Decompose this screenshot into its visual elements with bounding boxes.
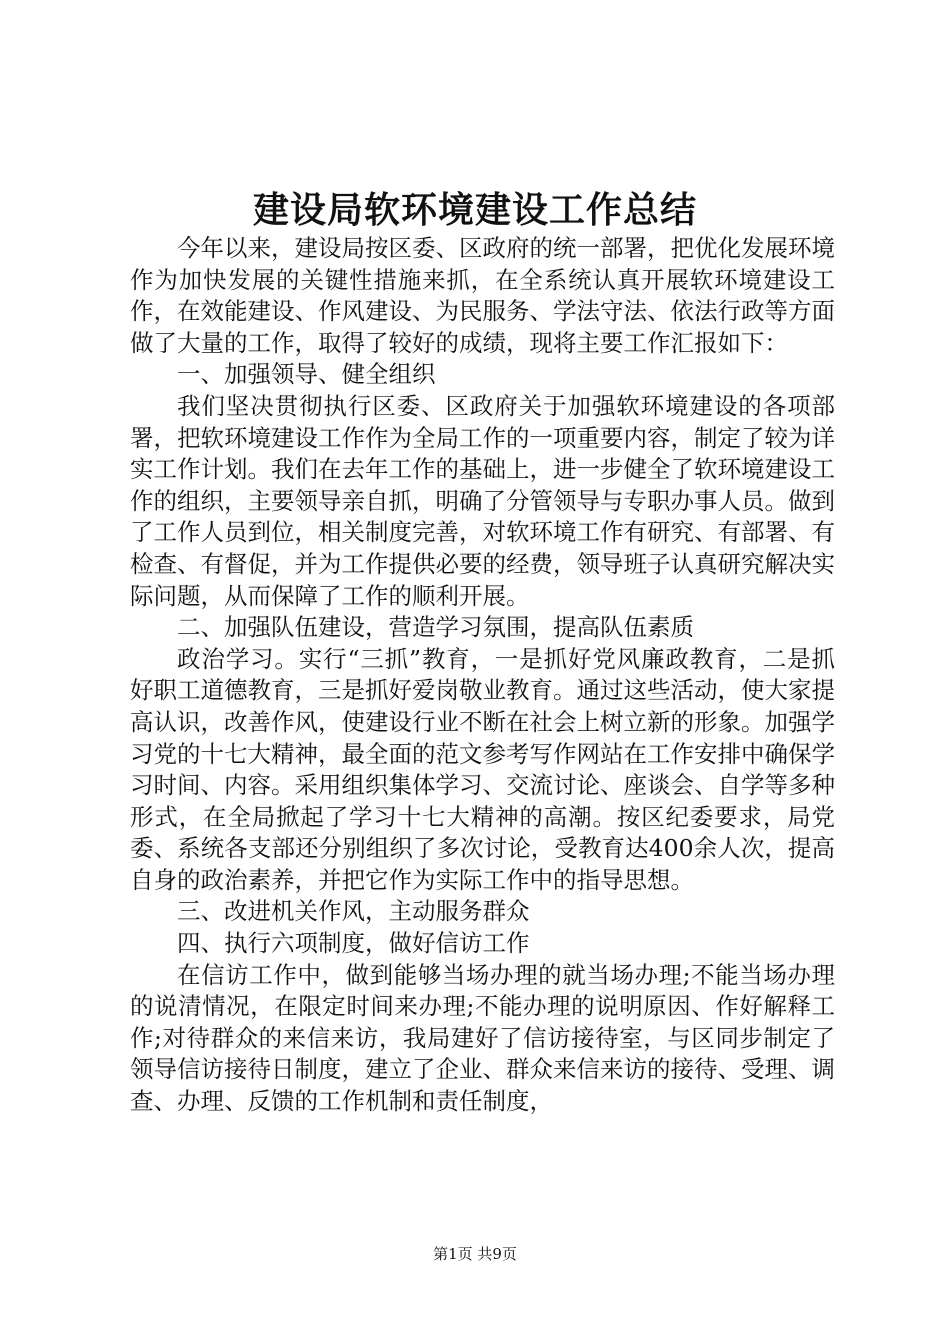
section-heading-1: 一、加强领导、健全组织 xyxy=(177,360,436,389)
section-heading-2: 二、加强队伍建设，营造学习氛围，提高队伍素质 xyxy=(177,613,694,642)
paragraph-section-2: 政治学习。实行“三抓”教育，一是抓好党风廉政教育，二是抓好职工道德教育，三是抓好爱岗敬业教育。通过这些活动，使大家提高认识，改善作风，使建设行业不断在社会上树立新的形象。加强学习党的十七大精神，最全面的范文参考写作网站在工作安排中确保学习时间、内容。采用组织集体学习、交流讨论、座谈会、自学等多种形式，在全局掀起了学习十七大精神的高潮。按区纪委要求，局党委、系统各支部还分别组织了多次讨论，受教育达400余人次，提高自身的政治素养，并把它作为实际工作中的指导思想。 xyxy=(130,644,835,894)
paragraph-section-1: 我们坚决贯彻执行区委、区政府关于加强软环境建设的各项部署，把软环境建设工作作为全局工作的一项重要内容，制定了较为详实工作计划。我们在去年工作的基础上，进一步健全了软环境建设工作的组织，主要领导亲自抓，明确了分管领导与专职办事人员。做到了工作人员到位，相关制度完善，对软环境工作有研究、有部署、有检查、有督促，并为工作提供必要的经费，领导班子认真研究解决实际问题，从而保障了工作的顺利开展。 xyxy=(130,391,835,610)
document-title: 建设局软环境建设工作总结 xyxy=(252,189,697,231)
page-footer: 第1页 共9页 xyxy=(433,1245,517,1263)
document-body xyxy=(130,233,835,1118)
paragraph-intro: 今年以来，建设局按区委、区政府的统一部署，把优化发展环境作为加快发展的关键性措施来抓，在全系统认真开展软环境建设工作，在效能建设、作风建设、为民服务、学法守法、依法行政等方面做了大量的工作，取得了较好的成绩，现将主要工作汇报如下： xyxy=(130,234,835,357)
section-heading-3: 三、改进机关作风，主动服务群众 xyxy=(177,897,530,926)
section-heading-4: 四、执行六项制度，做好信访工作 xyxy=(177,929,530,958)
paragraph-section-4: 在信访工作中，做到能够当场办理的就当场办理;不能当场办理的说清情况，在限定时间来办理;不能办理的说明原因、作好解释工作;对待群众的来信来访，我局建好了信访接待室，与区同步制定了领导信访接待日制度，建立了企业、群众来信来访的接待、受理、调查、办理、反馈的工作机制和责任制度， xyxy=(130,960,835,1116)
